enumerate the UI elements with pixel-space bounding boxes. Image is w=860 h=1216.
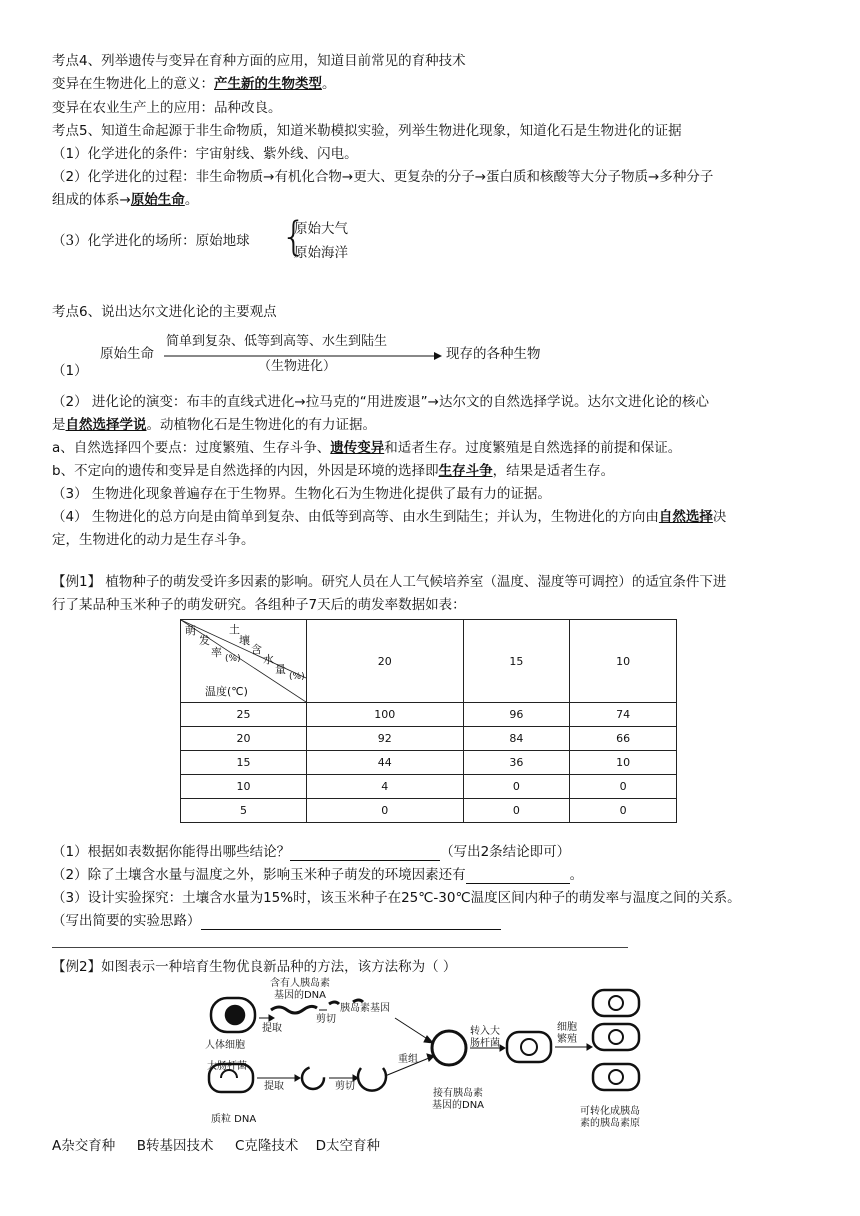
label-cut2: 剪切 [335, 1081, 355, 1092]
chem-evo-process: （2）化学进化的过程：非生命物质→有机化合物→更大、更复杂的分子→蛋白质和核酸等大分子物质→多种分子 [52, 169, 714, 185]
table-row: 25 100 96 74 [181, 703, 677, 727]
answer-primitive-life: 原始生命 [130, 192, 185, 208]
example-1: 【例1】 植物种子的萌发受许多因素的影响。研究人员在人工气候培养室（温度、湿度等可调控）的适宜条件下进 [52, 574, 727, 590]
label-result: 可转化成胰岛 素的胰岛素原 [580, 1106, 640, 1129]
chem-evo-process-cont: 组成的体系→原始生命。 [52, 192, 199, 208]
brace-icon: { [281, 214, 307, 260]
table-corner-header: 萌 发 率 (%) 土 壤 含 水 量 (%) 温度(℃) [181, 620, 307, 703]
label-gene: 胰岛素基因 [340, 1003, 390, 1014]
answer-natural-selection: 自然选择学说 [65, 417, 147, 433]
answer-natural-selection-2: 自然选择 [658, 509, 713, 525]
answer-blank-3[interactable] [201, 915, 501, 930]
label-dna: 含有人胰岛素 基因的DNA [270, 978, 330, 1001]
label-extract2: 提取 [264, 1081, 284, 1092]
col-header: 15 [463, 620, 570, 703]
question-3-cont: （写出简要的实验思路） [52, 912, 501, 930]
table-row: 5 0 0 0 [181, 799, 677, 823]
col-header: 10 [570, 620, 677, 703]
evo-arrow-over: 简单到复杂、低等到高等、水生到陆生 [166, 334, 388, 349]
topic-6: 考点6、说出达尔文进化论的主要观点 [52, 304, 277, 320]
darwin-2-cont: 是自然选择学说。动植物化石是生物进化的有力证据。 [52, 417, 376, 433]
answer-heredity-variation: 遗传变异 [330, 440, 385, 456]
label-recombine: 重组 [398, 1054, 418, 1065]
label-ecoli: 大肠杆菌 [207, 1061, 247, 1072]
label-extract1: 提取 [262, 1023, 282, 1034]
chem-evo-place: （3）化学进化的场所：原始地球 [52, 233, 250, 249]
label-recombined-dna: 接有胰岛素 基因的DNA [432, 1088, 485, 1111]
question-3: （3）设计实验探究：土壤含水量为15%时，该玉米种子在25℃-30℃温度区间内种子的萌发率与温度之间的关系。 [52, 890, 741, 906]
table-row: 20 92 84 66 [181, 727, 677, 751]
darwin-4-cont: 定，生物进化的动力是生存斗争。 [52, 532, 255, 548]
question-2: （2）除了土壤含水量与温度之外，影响玉米种子萌发的环境因素还有 。 [52, 867, 584, 883]
question-1: （1）根据如表数据你能得出哪些结论？ （写出2条结论即可） [52, 844, 571, 860]
topic-4: 考点4、列举遗传与变异在育种方面的应用，知道目前常见的育种技术 [52, 53, 466, 69]
evo-end: 现存的各种生物 [446, 346, 541, 362]
label-cut1: 剪切 [316, 1014, 336, 1025]
label-transfer: 转入大 肠杆菌 [470, 1026, 500, 1049]
option-c[interactable]: C克隆技术 [234, 1138, 299, 1154]
answer-blank-2[interactable] [466, 869, 570, 884]
answer-blank-1[interactable] [290, 846, 440, 861]
label-divide: 细胞 繁殖 [557, 1022, 577, 1045]
place-ocean: 原始海洋 [294, 245, 348, 261]
divider [52, 947, 628, 948]
example-1-cont: 行了某品种玉米种子的萌发研究。各组种子7天后的萌发率数据如表： [52, 597, 466, 613]
option-a[interactable]: A杂交育种 [52, 1138, 116, 1154]
place-atmosphere: 原始大气 [294, 221, 348, 237]
germination-table [180, 619, 677, 823]
chem-evo-conditions: （1）化学进化的条件：宇宙射线、紫外线、闪电。 [52, 146, 358, 162]
evo-start: 原始生命 [100, 346, 154, 362]
item-1-num: （1） [52, 363, 88, 379]
table-row: 10 4 0 0 [181, 775, 677, 799]
answer-new-type: 产生新的生物类型 [214, 76, 322, 92]
example-2: 【例2】如图表示一种培育生物优良新品种的方法，该方法称为（ ） [52, 959, 457, 975]
darwin-4: （4） 生物进化的总方向是由简单到复杂、由低等到高等、由水生到陆生；并认为，生物进化的方向由自然选择决 [52, 509, 727, 525]
table-row: 15 44 36 10 [181, 751, 677, 775]
option-b[interactable]: B转基因技术 [136, 1138, 214, 1154]
darwin-3: （3） 生物进化现象普遍存在于生物界。生物化石为生物进化提供了最有力的证据。 [52, 486, 551, 502]
label-plasmid: 质粒 DNA [211, 1114, 257, 1125]
darwin-a: a、自然选择四个要点：过度繁殖、生存斗争、遗传变异和适者生存。过度繁殖是自然选择的前提和保证。 [52, 440, 682, 456]
topic-5: 考点5、知道生命起源于非生命物质，知道米勒模拟实验，列举生物进化现象，知道化石是生物进化的证据 [52, 123, 682, 139]
evo-arrow-under: （生物进化） [258, 359, 337, 374]
answer-options [52, 1137, 380, 1155]
darwin-2: （2） 进化论的演变：布丰的直线式进化→拉马克的“用进废退”→达尔文的自然选择学说。达尔文进化论的核心 [52, 394, 709, 410]
variation-evolution-meaning: 变异在生物进化上的意义：产生新的生物类型。 [52, 76, 336, 92]
darwin-b: b、不定向的遗传和变异是自然选择的内因，外因是环境的选择即生存斗争，结果是适者生存。 [52, 463, 615, 479]
answer-struggle: 生存斗争 [438, 463, 493, 479]
variation-agriculture: 变异在农业生产上的应用：品种改良。 [52, 100, 282, 116]
option-d[interactable]: D太空育种 [315, 1138, 380, 1154]
label-human-cell: 人体细胞 [205, 1040, 245, 1051]
col-header: 20 [307, 620, 464, 703]
